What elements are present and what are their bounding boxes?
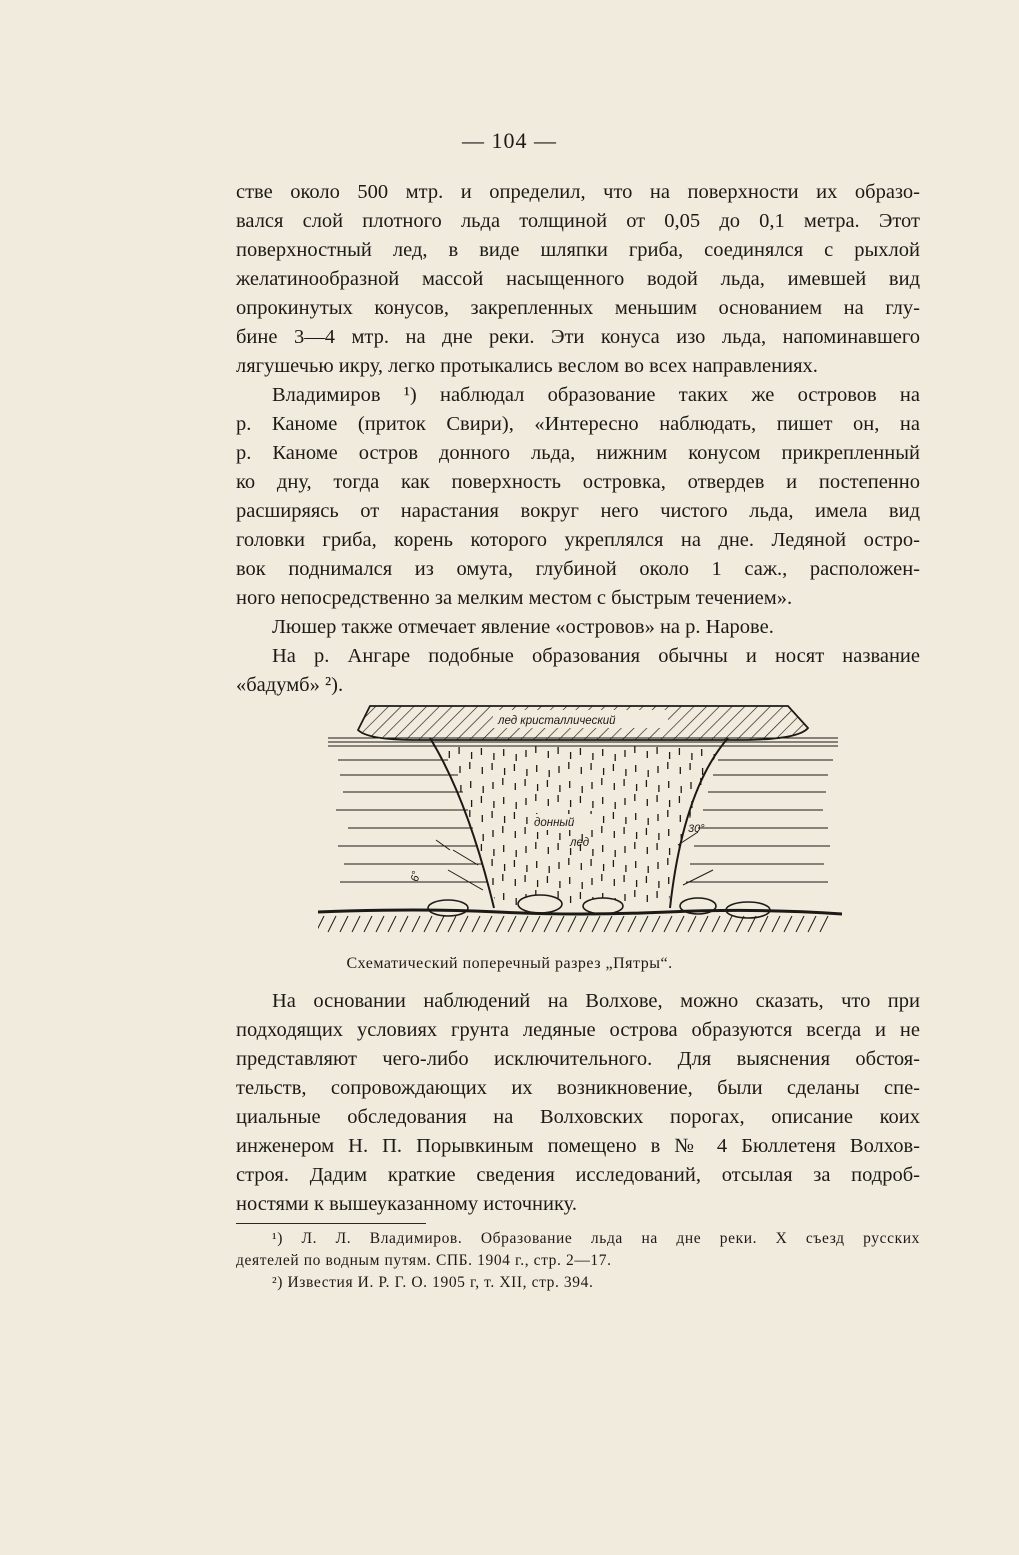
text-line: подходящих условиях грунта ледяные острова образуются всегда и не: [236, 1019, 920, 1041]
text-line: «бадумб» ²).: [236, 674, 344, 696]
text-line: ного непосредственно за мелким местом с быстрым течением».: [236, 587, 793, 609]
text-line: поверхностный лед, в виде шляпки гриба, соединялся с рыхлой: [236, 239, 920, 261]
water-lines: [328, 738, 838, 882]
text-line: циальные обследования на Волховских порогах, описание коих: [236, 1106, 920, 1128]
text-line: ностями к вышеуказанному источнику.: [236, 1193, 577, 1215]
page-number: — 104 —: [462, 128, 557, 153]
text-line: желатинообразной массой насыщенного водой льда, имевшей вид: [236, 268, 920, 290]
text-line: ²) Известия И. Р. Г. О. 1905 г, т. XII, стр. 394.: [272, 1274, 594, 1291]
text-line: ¹) Л. Л. Владимиров. Образование льда на дне реки. X съезд русских: [272, 1230, 920, 1247]
figure-caption: Схематический поперечный разрез „Пятры“.: [346, 955, 673, 972]
text-line: На р. Ангаре подобные образования обычны и носят название: [272, 645, 920, 667]
text-line: бине 3—4 мтр. на дне реки. Эти конуса изо льда, напоминавшего: [236, 326, 920, 348]
label-crystalline-ice: лед кристаллический: [498, 715, 616, 727]
text-line: Владимиров ¹) наблюдал образование таких же островов на: [272, 384, 920, 406]
text-line: На основании наблюдений на Волхове, можно сказать, что при: [272, 990, 920, 1012]
text-line: строя. Дадим краткие сведения исследований, отсылая за подроб-: [236, 1164, 920, 1186]
text-line: тельств, сопровождающих их возникновение, были сделаны спе-: [236, 1077, 920, 1099]
label-anchor-ice-1: донный: [534, 817, 575, 829]
text-line: Люшер также отмечает явление «островов» на р. Нарове.: [272, 616, 774, 638]
text-line: головки гриба, корень которого укреплялся на дне. Ледяной остро-: [236, 529, 920, 551]
label-angle: 30°: [688, 823, 705, 835]
text-line: инженером Н. П. Порывкиным помещено в № 4 Бюллетеня Волхов-: [236, 1135, 920, 1157]
label-anchor-ice-2: лед: [570, 837, 590, 849]
text-line: стве около 500 мтр. и определил, что на поверхности их образо-: [236, 181, 920, 203]
text-line: вался слой плотного льда толщиной от 0,05 до 0,1 метра. Этот: [236, 210, 920, 232]
cross-section-figure: [318, 700, 842, 945]
text-line: представляют чего-либо исключительного. Для выяснения обстоя-: [236, 1048, 920, 1070]
text-line: лягушечью икру, легко протыкались веслом во всех направлениях.: [236, 355, 818, 377]
text-line: расширяясь от нарастания вокруг него чистого льда, имела вид: [236, 500, 920, 522]
footnotes: [236, 1228, 920, 1294]
text-line: р. Каноме остров донного льда, нижним конусом прикрепленный: [236, 442, 920, 464]
text-line: вок поднимался из омута, глубиной около 1 саж., расположен-: [236, 558, 920, 580]
text-line: ко дну, тогда как поверхность островка, отвердев и постепенно: [236, 471, 920, 493]
paragraph-block-top: [236, 178, 920, 700]
footnote-rule: [236, 1223, 426, 1224]
text-line: р. Каноме (приток Свири), «Интересно наблюдать, пишет он, на: [236, 413, 920, 435]
text-line: деятелей по водным путям. СПБ. 1904 г., стр. 2—17.: [236, 1252, 612, 1269]
label-depth: 6°: [409, 870, 423, 883]
text-line: опрокинутых конусов, закрепленных меньшим основанием на глу-: [236, 297, 920, 319]
paragraph-block-bottom: [236, 987, 920, 1219]
